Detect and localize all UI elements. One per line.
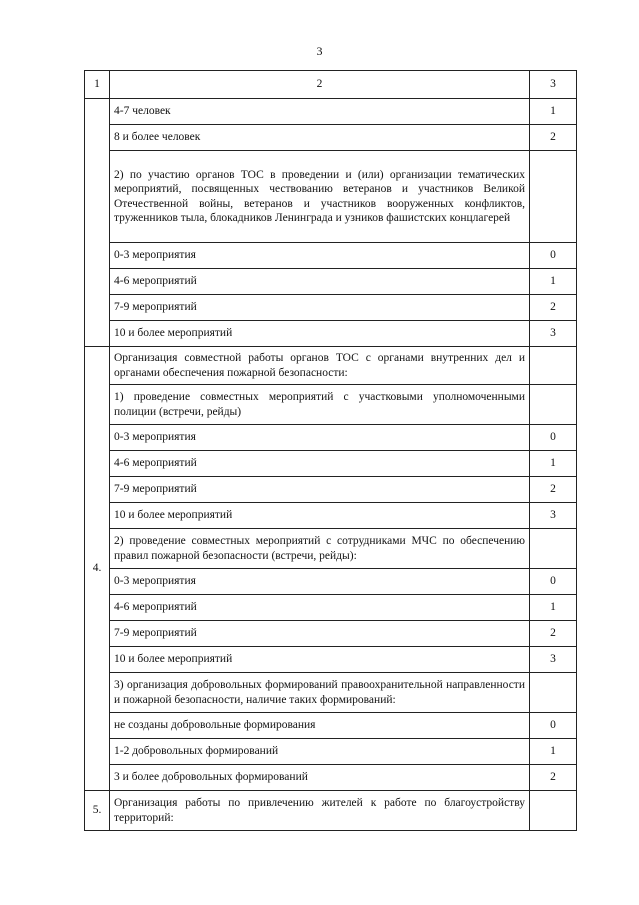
score-cell: [530, 347, 577, 385]
criterion-text: 4-6 мероприятий: [110, 595, 530, 621]
score-cell: 3: [530, 321, 577, 347]
header-col-1: 1: [85, 71, 110, 99]
score-cell: 1: [530, 269, 577, 295]
criterion-text: 0-3 мероприятия: [110, 569, 530, 595]
table-row: [85, 99, 577, 125]
table-row: [85, 151, 577, 243]
criterion-text: Организация совместной работы органов ТОС с органами внутренних дел и органами обеспечения пожарной безопасности:: [110, 347, 530, 385]
table-row: [85, 321, 577, 347]
criterion-text: 2) проведение совместных мероприятий с сотрудниками МЧС по обеспечению правил пожарной безопасности (встречи, рейды):: [110, 529, 530, 569]
score-cell: 3: [530, 503, 577, 529]
criterion-text: 0-3 мероприятия: [110, 425, 530, 451]
score-cell: 2: [530, 477, 577, 503]
score-cell: [530, 791, 577, 831]
score-cell: 0: [530, 243, 577, 269]
table-row: [85, 347, 577, 385]
table-row: [85, 791, 577, 831]
criterion-text: не созданы добровольные формирования: [110, 713, 530, 739]
criterion-text: 4-6 мероприятий: [110, 269, 530, 295]
score-cell: 0: [530, 713, 577, 739]
criterion-text: 0-3 мероприятия: [110, 243, 530, 269]
score-cell: [530, 673, 577, 713]
criterion-text: 8 и более человек: [110, 125, 530, 151]
table-row: [85, 713, 577, 739]
criterion-text: 7-9 мероприятий: [110, 621, 530, 647]
score-cell: [530, 151, 577, 243]
table-row: [85, 385, 577, 425]
table-row: [85, 647, 577, 673]
criterion-text: 2) по участию органов ТОС в проведении и (или) организации тематических мероприятий, посвященных чествованию ветеранов и участников Великой Отечественной войны, ветеранов и участников вооруженных конфликтов, труженников тыла, блокадников Ленинграда и узников фашистских концлагерей: [110, 151, 530, 243]
score-cell: 2: [530, 125, 577, 151]
score-cell: 1: [530, 99, 577, 125]
criterion-text: 10 и более мероприятий: [110, 503, 530, 529]
score-cell: [530, 385, 577, 425]
criterion-text: 10 и более мероприятий: [110, 321, 530, 347]
criterion-text: 10 и более мероприятий: [110, 647, 530, 673]
score-cell: 1: [530, 595, 577, 621]
score-cell: 1: [530, 451, 577, 477]
criterion-text: 1) проведение совместных мероприятий с участковыми уполномоченными полиции (встречи, рейды): [110, 385, 530, 425]
score-cell: 2: [530, 621, 577, 647]
table-row: [85, 269, 577, 295]
table-row: [85, 595, 577, 621]
table-row: [85, 621, 577, 647]
table-row: [85, 477, 577, 503]
criterion-text: 3) организация добровольных формирований правоохранительной направленности и пожарной безопасности, наличие таких формирований:: [110, 673, 530, 713]
section-number-cell: 5.: [85, 791, 110, 831]
header-col-3: 3: [530, 71, 577, 99]
table-row: [85, 673, 577, 713]
criterion-text: 3 и более добровольных формирований: [110, 765, 530, 791]
table-row: [85, 529, 577, 569]
score-cell: 0: [530, 425, 577, 451]
section-number-cell: 4.: [85, 347, 110, 791]
criterion-text: 7-9 мероприятий: [110, 477, 530, 503]
table-header-row: [85, 71, 577, 99]
score-cell: 0: [530, 569, 577, 595]
table-row: [85, 125, 577, 151]
table-row: [85, 765, 577, 791]
table-row: [85, 503, 577, 529]
criterion-text: 1-2 добровольных формирований: [110, 739, 530, 765]
table-row: [85, 451, 577, 477]
score-cell: 2: [530, 295, 577, 321]
criteria-table: [84, 70, 577, 831]
table-row: [85, 569, 577, 595]
table-row: [85, 425, 577, 451]
section-number-cell: [85, 99, 110, 347]
score-cell: 1: [530, 739, 577, 765]
table-row: [85, 295, 577, 321]
criterion-text: 7-9 мероприятий: [110, 295, 530, 321]
criterion-text: 4-6 мероприятий: [110, 451, 530, 477]
table-row: [85, 243, 577, 269]
table-row: [85, 739, 577, 765]
page-number: 3: [316, 44, 323, 58]
criterion-text: 4-7 человек: [110, 99, 530, 125]
score-cell: 3: [530, 647, 577, 673]
header-col-2: 2: [110, 71, 530, 99]
score-cell: [530, 529, 577, 569]
criterion-text: Организация работы по привлечению жителей к работе по благоустройству территорий:: [110, 791, 530, 831]
score-cell: 2: [530, 765, 577, 791]
